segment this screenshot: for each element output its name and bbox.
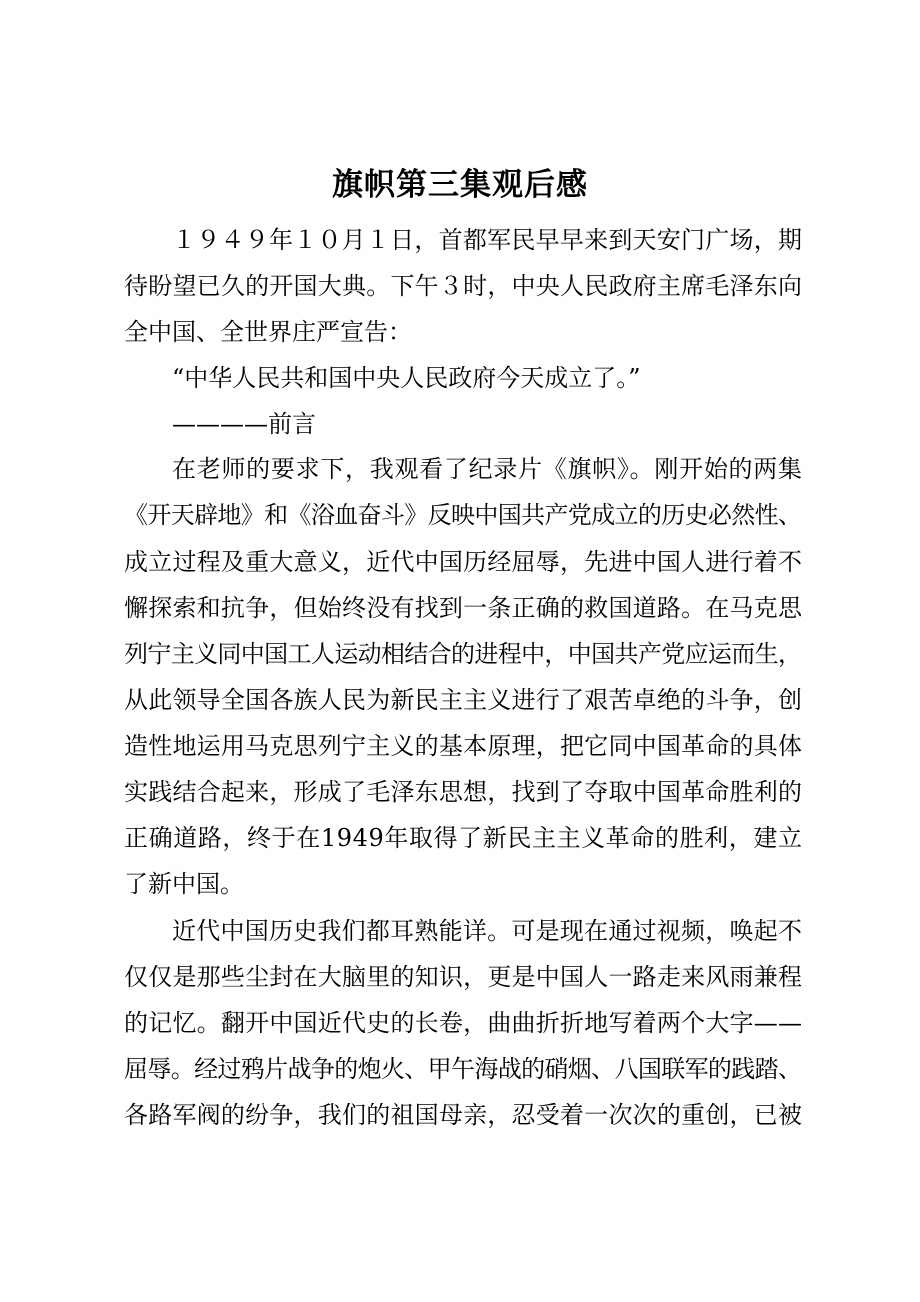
text-line: 待盼望已久的开国大典。下午３时，中央人民政府主席毛泽东向 xyxy=(124,272,803,300)
text-line: 了新中国。 xyxy=(124,870,244,898)
text-line: 成立过程及重大意义，近代中国历经屈辱，先进中国人进行着不 xyxy=(124,548,803,576)
text-line: 正确道路，终于在1949年取得了新民主主义革命的胜利，建立 xyxy=(124,824,803,852)
text-line: 的记忆。翻开中国近代史的长卷，曲曲折折地写着两个大字—— xyxy=(124,1009,803,1037)
text-line: 造性地运用马克思列宁主义的基本原理，把它同中国革命的具体 xyxy=(124,732,803,760)
text-line: “中华人民共和国中央人民政府今天成立了。” xyxy=(172,364,641,392)
text-line: 全中国、全世界庄严宣告： xyxy=(124,318,412,346)
text-line: 在老师的要求下，我观看了纪录片《旗帜》。刚开始的两集 xyxy=(172,455,803,483)
text-line: 《开天辟地》和《浴血奋斗》反映中国共产党成立的历史必然性、 xyxy=(124,501,802,529)
text-line: 实践结合起来，形成了毛泽东思想，找到了夺取中国革命胜利的 xyxy=(124,778,803,806)
text-line: 屈辱。经过鸦片战争的炮火、甲午海战的硝烟、八国联军的践踏、 xyxy=(124,1055,802,1083)
text-line: 列宁主义同中国工人运动相结合的进程中，中国共产党应运而生， xyxy=(124,640,802,668)
text-line: 近代中国历史我们都耳熟能详。可是现在通过视频，唤起不 xyxy=(172,917,803,945)
text-line: 懈探索和抗争，但始终没有找到一条正确的救国道路。在马克思 xyxy=(124,594,803,622)
text-line: 仅仅是那些尘封在大脑里的知识，更是中国人一路走来风雨兼程 xyxy=(124,963,803,991)
text-line: ————前言 xyxy=(172,410,316,438)
text-line: 各路军阀的纷争，我们的祖国母亲，忍受着一次次的重创，已被 xyxy=(124,1101,803,1129)
document-title: 旗帜第三集观后感 xyxy=(332,167,588,203)
text-line: １９４９年１０月１日，首都军民早早来到天安门广场，期 xyxy=(172,226,803,254)
text-line: 从此领导全国各族人民为新民主主义进行了艰苦卓绝的斗争，创 xyxy=(124,686,803,714)
